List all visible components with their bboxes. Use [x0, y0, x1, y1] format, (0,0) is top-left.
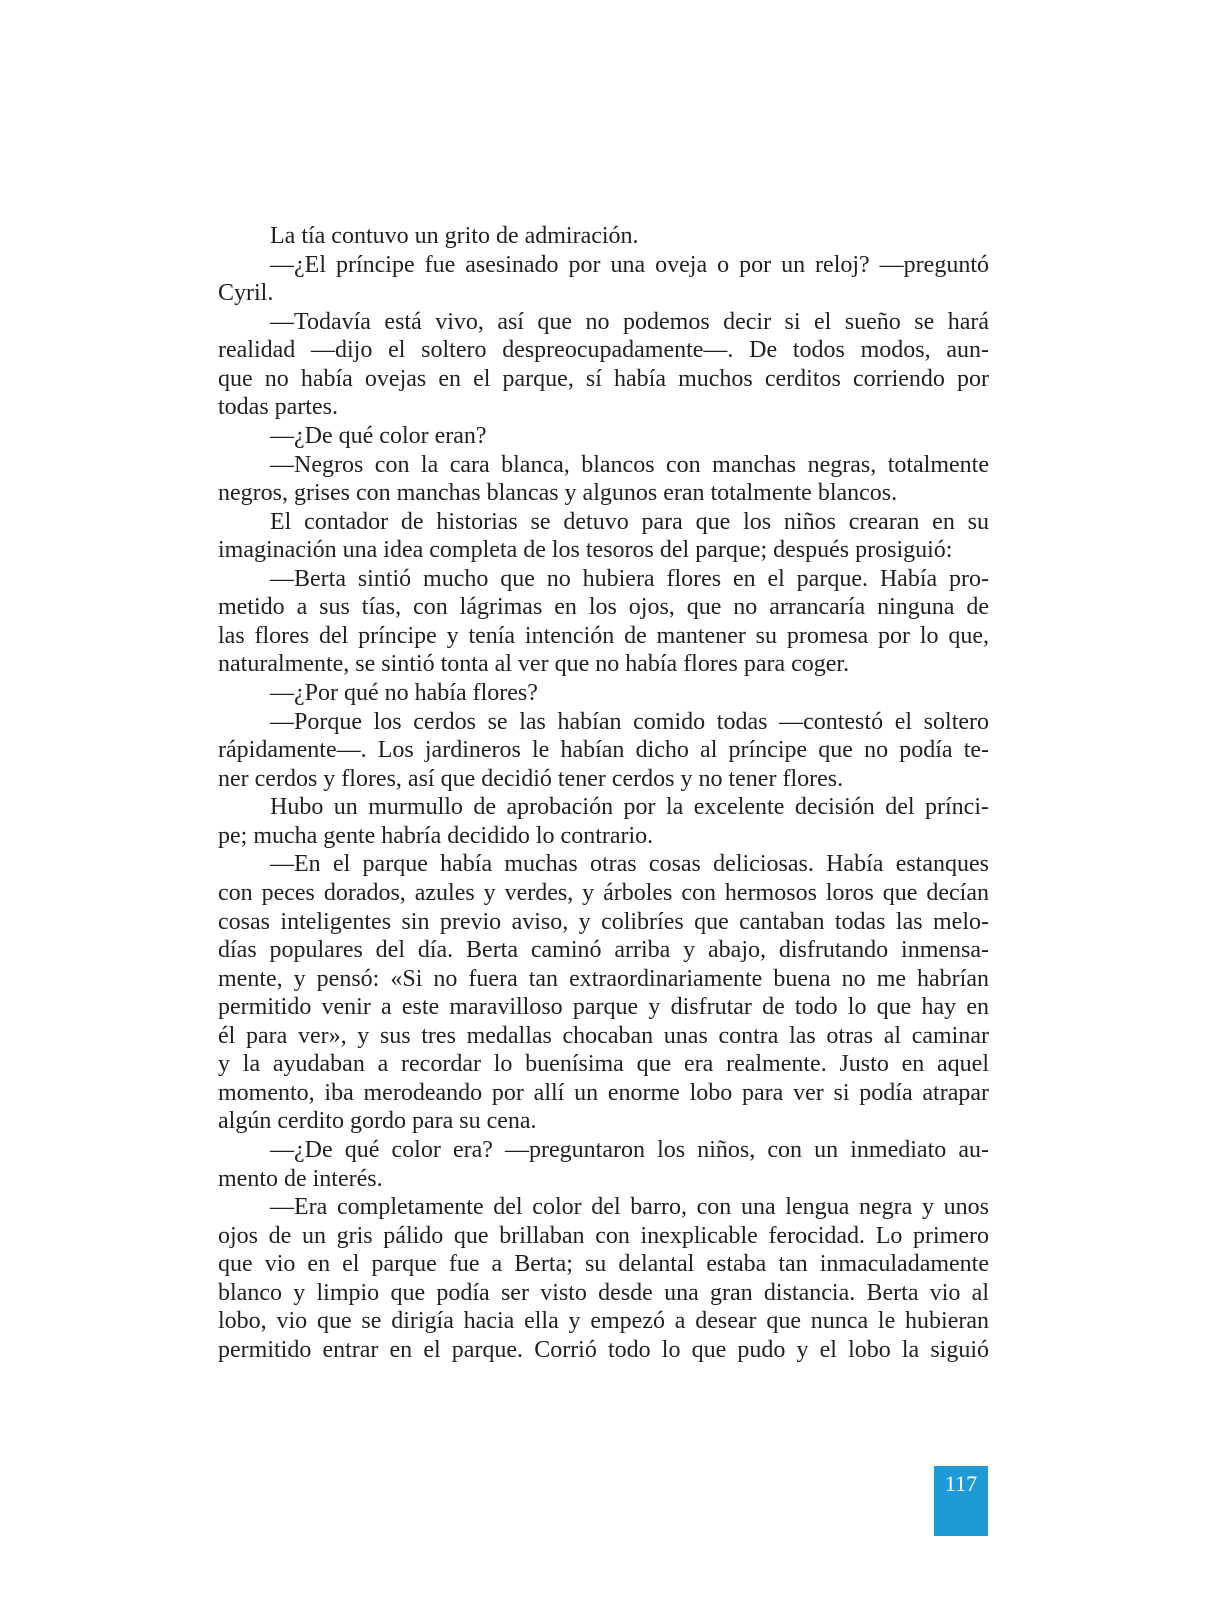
page-number: 117 — [944, 1471, 978, 1496]
text-line: naturalmente, se sintió tonta al ver que no había flores para coger. — [218, 651, 850, 678]
text-line: él para ver», y sus tres medallas chocaban unas contra las otras al caminar — [218, 1022, 989, 1049]
body-text — [218, 222, 989, 1365]
text-line: imaginación una idea completa de los tesoros del parque; después prosiguió: — [218, 537, 953, 564]
text-line: —En el parque había muchas otras cosas deliciosas. Había estanques — [270, 851, 989, 878]
paragraph — [218, 565, 989, 679]
paragraph — [218, 679, 989, 708]
paragraph — [218, 708, 989, 794]
paragraph — [218, 422, 989, 451]
text-line: Hubo un murmullo de aprobación por la excelente decisión del prínci- — [270, 794, 989, 821]
text-line: mento de interés. — [218, 1165, 383, 1192]
text-line: que vio en el parque fue a Berta; su delantal estaba tan inmaculadamente — [218, 1251, 989, 1278]
text-line: ojos de un gris pálido que brillaban con inexplicable ferocidad. Lo primero — [218, 1222, 989, 1249]
text-line: pe; mucha gente habría decidido lo contrario. — [218, 822, 654, 849]
text-line: —¿De qué color eran? — [270, 422, 487, 449]
text-line: —Negros con la cara blanca, blancos con manchas negras, totalmente — [270, 451, 989, 478]
paragraph — [218, 793, 989, 850]
paragraph — [218, 251, 989, 308]
text-line: realidad —dijo el soltero despreocupadamente—. De todos modos, aun- — [218, 337, 989, 364]
paragraph — [218, 451, 989, 508]
text-line: —Todavía está vivo, así que no podemos decir si el sueño se hará — [270, 308, 989, 335]
text-line: con peces dorados, azules y verdes, y árboles con hermosos loros que decían — [218, 879, 989, 906]
text-line: las flores del príncipe y tenía intención de mantener su promesa por lo que, — [218, 622, 989, 649]
text-line: ner cerdos y flores, así que decidió tener cerdos y no tener flores. — [218, 765, 844, 792]
text-line: La tía contuvo un grito de admiración. — [270, 223, 639, 249]
text-line: El contador de historias se detuvo para que los niños crearan en su — [270, 508, 989, 535]
text-line: —¿El príncipe fue asesinado por una oveja o por un reloj? —preguntó — [270, 251, 989, 278]
text-line: lobo, vio que se dirigía hacia ella y empezó a desear que nunca le hubieran — [218, 1308, 989, 1335]
text-line: días populares del día. Berta caminó arriba y abajo, disfrutando inmensa- — [218, 937, 989, 964]
text-line: todas partes. — [218, 394, 338, 421]
text-line: y la ayudaban a recordar lo buenísima que era realmente. Justo en aquel — [218, 1051, 989, 1078]
text-line: —Era completamente del color del barro, con una lengua negra y unos — [270, 1194, 989, 1221]
paragraph — [218, 850, 989, 1136]
text-line: permitido venir a este maravilloso parque y disfrutar de todo lo que hay en — [218, 994, 989, 1021]
text-line: que no había ovejas en el parque, sí había muchos cerditos corriendo por — [218, 365, 989, 392]
paragraph — [218, 508, 989, 565]
text-line: negros, grises con manchas blancas y algunos eran totalmente blancos. — [218, 480, 898, 507]
text-line: metido a sus tías, con lágrimas en los ojos, que no arrancaría ninguna de — [218, 594, 989, 621]
text-line: —¿De qué color era? —preguntaron los niños, con un inmediato au- — [270, 1137, 989, 1163]
text-line: mente, y pensó: «Si no fuera tan extraordinariamente buena no me habrían — [218, 965, 989, 992]
text-line: rápidamente—. Los jardineros le habían dicho al príncipe que no podía te- — [218, 737, 989, 764]
text-line: blanco y limpio que podía ser visto desde una gran distancia. Berta vio al — [218, 1279, 989, 1306]
text-line: cosas inteligentes sin previo aviso, y colibríes que cantaban todas las melo- — [218, 908, 989, 935]
page-number-box — [934, 1466, 988, 1536]
paragraph — [218, 222, 989, 251]
text-line: —Berta sintió mucho que no hubiera flores en el parque. Había pro- — [270, 565, 989, 592]
text-line: momento, iba merodeando por allí un enorme lobo para ver si podía atrapar — [218, 1079, 989, 1106]
paragraph — [218, 1193, 989, 1364]
text-line: algún cerdito gordo para su cena. — [218, 1108, 537, 1135]
paragraph — [218, 308, 989, 422]
text-line: Cyril. — [218, 280, 274, 307]
text-line: —¿Por qué no había flores? — [270, 680, 538, 706]
text-line: permitido entrar en el parque. Corrió todo lo que pudo y el lobo la siguió — [218, 1336, 989, 1363]
paragraph — [218, 1136, 989, 1193]
text-line: —Porque los cerdos se las habían comido todas —contestó el soltero — [270, 708, 989, 735]
